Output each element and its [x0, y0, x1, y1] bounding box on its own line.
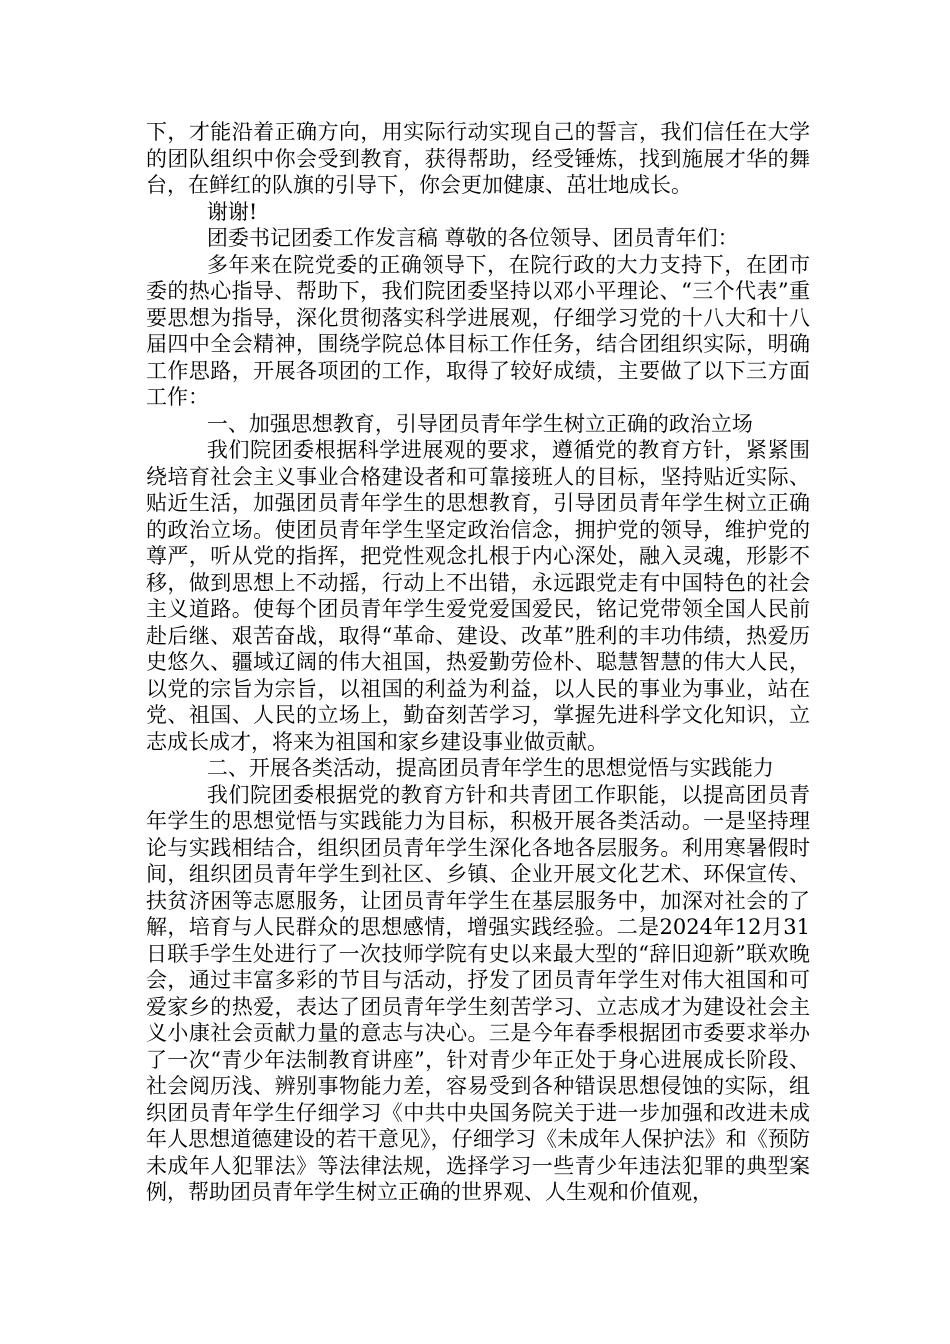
paragraph-closing-text: 下，才能沿着正确方向，用实际行动实现自己的誓言，我们信任在大学的团队组织中你会受到教育，获得帮助，经受锤炼，找到施展才华的舞台，在鲜红的队旗的引导下，你会更加健康、茁壮地成长。	[146, 120, 810, 197]
paragraph-section-1: 我们院团委根据科学进展观的要求，遵循党的教育方针，紧紧围绕培育社会主义事业合格建设者和可靠接班人的目标，坚持贴近实际、贴近生活，加强团员青年学生的思想教育，引导团员青年学生树立正确的政治立场。使团员青年学生坚定政治信念，拥护党的领导，维护党的尊严，听从党的指挥，把党性观念扎根于内心深处，融入灵魂，形影不移，做到思想上不动摇，行动上不出错，永远跟党走有中国特色的社会主义道路。使每个团员青年学生爱党爱国爱民，铭记党带领全国人民前赴后继、艰苦奋战，取得“革命、建设、改革”胜利的丰功伟绩，热爱历史悠久、疆域辽阔的伟大祖国，热爱勤劳俭朴、聪慧智慧的伟大人民，以党的宗旨为宗旨，以祖国的利益为利益，以人民的事业为事业，站在党、祖国、人民的立场上，勤奋刻苦学习，掌握先进科学文化知识，立志成长成才，将来为祖国和家乡建设事业做贡献。	[146, 438, 810, 754]
paragraph-intro: 多年来在院党委的正确领导下，在院行政的大力支持下，在团市委的热心指导、帮助下，我们院团委坚持以邓小平理论、“三个代表”重要思想为指导，深化贯彻落实科学进展观，仔细学习党的十八大和十八届四中全会精神，围绕学院总体目标工作任务，结合团组织实际，明确工作思路，开展各项团的工作，取得了较好成绩，主要做了以下三方面工作：	[146, 252, 810, 409]
paragraph-section-2: 我们院团委根据党的教育方针和共青团工作职能，以提高团员青年学生的思想觉悟与实践能力为目标，积极开展各类活动。一是坚持理论与实践相结合，组织团员青年学生深化各地各层服务。利用寒暑假时间，组织团员青年学生到社区、乡镇、企业开展文化艺术、环保宣传、扶贫济困等志愿服务，让团员青年学生在基层服务中，加深对社会的了解，培育与人民群众的思想感情，增强实践经验。二是2024年12月31日联手学生处进行了一次技师学院有史以来最大型的“辞旧迎新”联欢晚会，通过丰富多彩的节目与活动，抒发了团员青年学生对伟大祖国和可爱家乡的热爱，表达了团员青年学生刻苦学习、立志成才为建设社会主义小康社会贡献力量的意志与决心。三是今年春季根据团市委要求举办了一次“青少年法制教育讲座”，针对青少年正处于身心进展成长阶段、社会阅历浅、辨别事物能力差，容易受到各种错误思想侵蚀的实际，组织团员青年学生仔细学习《中共中央国务院关于进一步加强和改进未成年人思想道德建设的若干意见》，仔细学习《未成年人保护法》和《预防未成年人犯罪法》等法律法规，选择学习一些青少年违法犯罪的典型案例，帮助团员青年学生树立正确的世界观、人生观和价值观，	[146, 782, 810, 1204]
section-heading-1: 一、加强思想教育，引导团员青年学生树立正确的政治立场	[206, 411, 753, 436]
paragraph-speech-title: 团委书记团委工作发言稿 尊敬的各位领导、团员青年们：	[206, 226, 739, 250]
document-body	[146, 119, 810, 1206]
paragraph-thanks: 谢谢!	[206, 199, 258, 224]
section-heading-2: 二、开展各类活动，提高团员青年学生的思想觉悟与实践能力	[206, 756, 774, 780]
